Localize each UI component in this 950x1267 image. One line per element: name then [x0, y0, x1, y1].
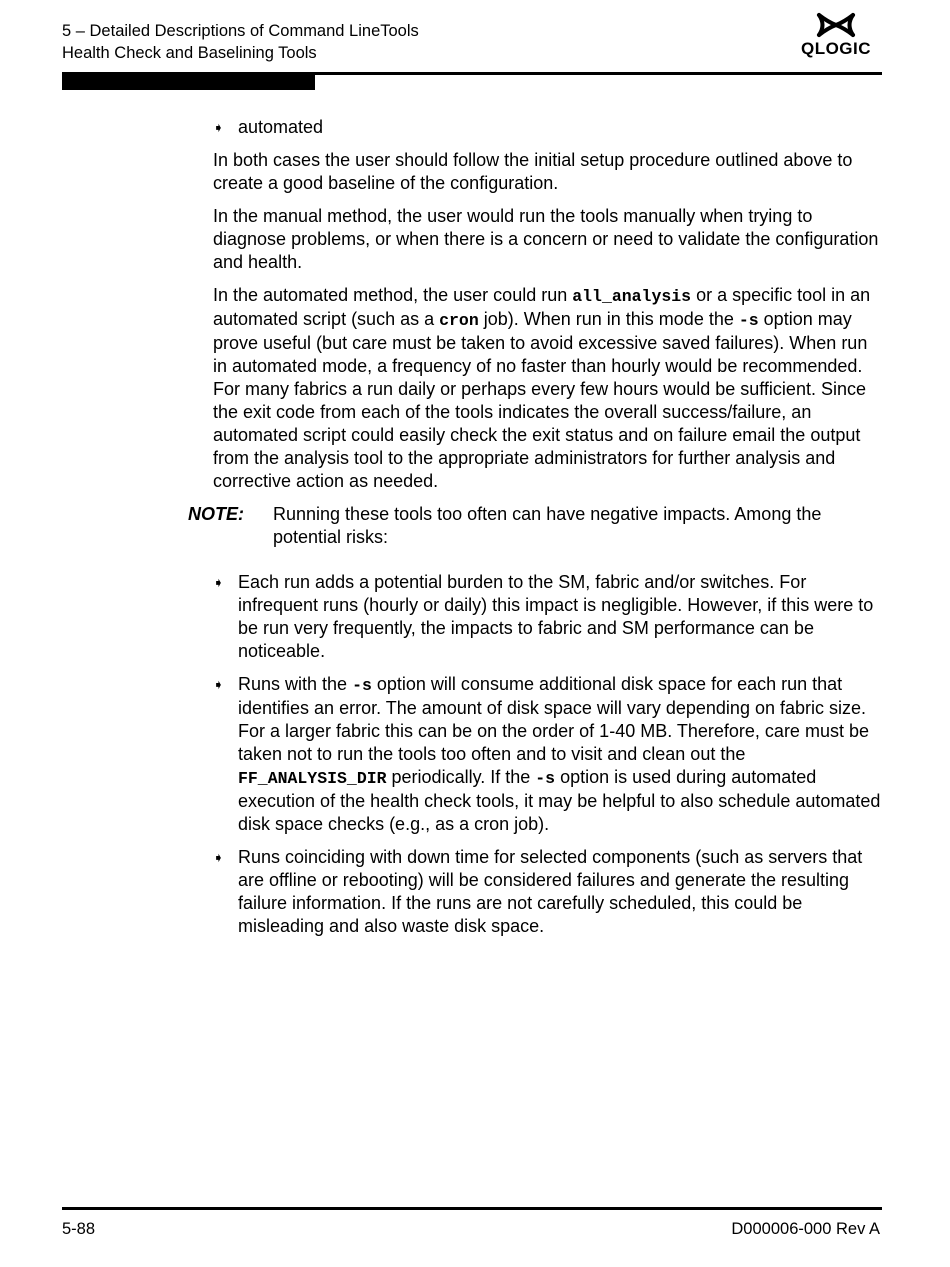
document-id: D000006-000 Rev A [731, 1220, 880, 1238]
code-s-option: -s [535, 769, 556, 788]
paragraph-automated-method: In the automated method, the user could run all_analysis or a specific tool in an automated script (such as a cron job). When run in this mode the -s option may prove useful (but care must be taken to avoid excessive saved failures). When run in automated mode, a frequency of no faster than hourly would be recommended. For many fabrics a run daily or perhaps every few hours would be sufficient. Since the exit code from each of the tools indicates the overall success/failure, an automated script could easily check the exit status and on failure email the output from the analysis tool to the appropriate administrators for further analysis and corrective action as needed. [213, 285, 871, 491]
page-number: 5-88 [62, 1220, 96, 1238]
qlogic-logo [794, 10, 878, 58]
qlogic-logo-icon [814, 10, 858, 40]
list-item [213, 846, 881, 938]
code-s-option: -s [352, 676, 372, 695]
bullet-arrow-icon: ➧ [213, 120, 224, 135]
code-ff-analysis-dir: FF_ANALYSIS_DIR [238, 769, 387, 788]
paragraph-baseline: In both cases the user should follow the initial setup procedure outlined above to create a good baseline of the configuration. [213, 150, 853, 193]
list-item-text: automated [238, 117, 324, 137]
paragraph-manual-method: In the manual method, the user would run the tools manually when trying to diagnose problems, or when there is a concern or need to validate the configuration and health. [213, 206, 879, 272]
note-label: NOTE: [188, 504, 244, 524]
list-item [213, 673, 881, 836]
code-cron: cron [439, 311, 479, 330]
risk-downtime-text: Runs coinciding with down time for selected components (such as servers that are offline or rebooting) will be considered failures and generate the resulting failure information. If the runs are not carefully scheduled, this could be misleading and also waste disk space. [238, 847, 863, 936]
note-text: Running these tools too often can have negative impacts. Among the potential risks: [273, 504, 822, 547]
logo-wordmark: QLOGIC [800, 39, 872, 58]
chapter-title: 5 – Detailed Descriptions of Command LineTools [62, 22, 419, 40]
bullet-arrow-icon: ➧ [213, 677, 224, 692]
header-bar [62, 75, 315, 90]
bullet-arrow-icon: ➧ [213, 575, 224, 590]
bullet-arrow-icon: ➧ [213, 850, 224, 865]
code-all-analysis: all_analysis [572, 287, 692, 306]
note-block [188, 503, 881, 549]
page-content [188, 116, 881, 948]
footer-rule [62, 1207, 882, 1210]
section-title: Health Check and Baselining Tools [62, 44, 317, 62]
list-item [213, 116, 881, 139]
list-item [213, 571, 881, 663]
code-s-option: -s [738, 311, 759, 330]
risk-disk-space-text: Runs with the -s option will consume additional disk space for each run that identifies an error. The amount of disk space will vary depending on fabric size. For a larger fabric this can be on the order of 1-40 MB. Therefore, care must be taken not to run the tools too often and to visit and clean out the FF_ANALYSIS_DIR periodically. If the -s option is used during automated execution of the health check tools, it may be helpful to also schedule automated disk space checks (e.g., as a cron job). [238, 674, 881, 834]
risk-burden-text: Each run adds a potential burden to the SM, fabric and/or switches. For infrequent runs (hourly or daily) this impact is negligible. However, if this were to be run very frequently, the impacts to fabric and SM performance can be noticeable. [238, 572, 874, 661]
